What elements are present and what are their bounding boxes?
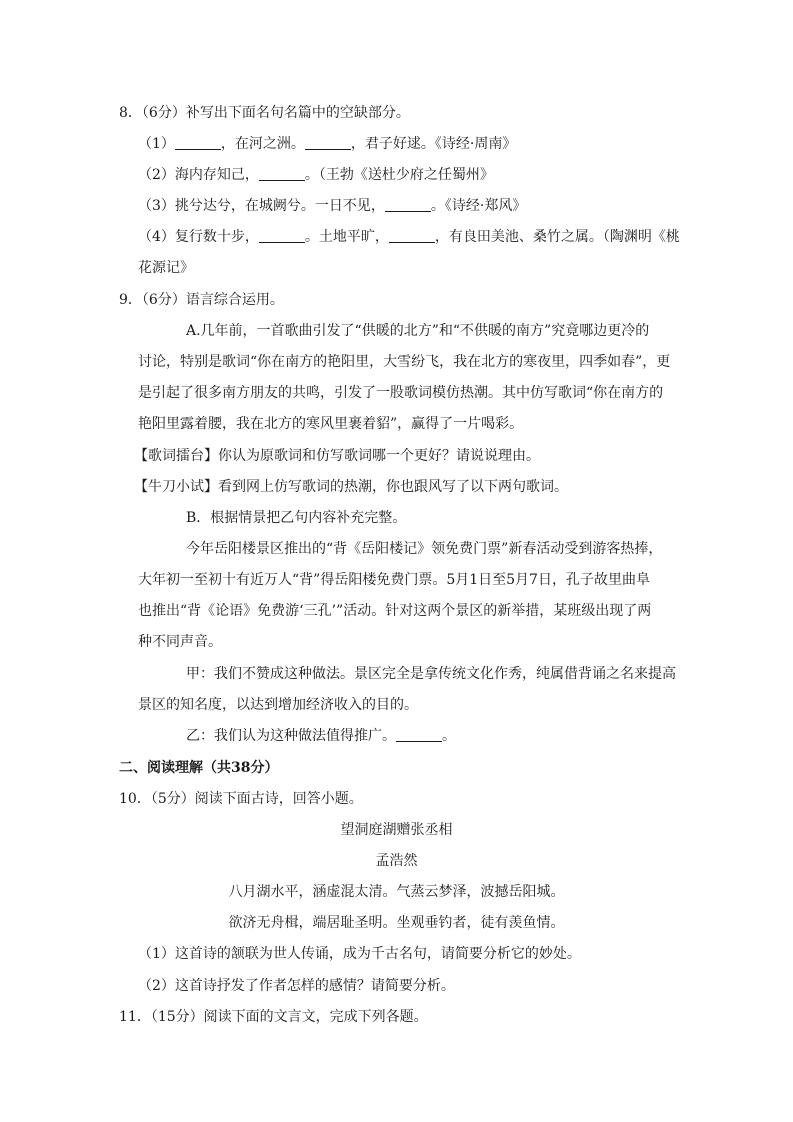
q9-b-line: 也推出“背《论语》免费游‘三孔’”活动。针对这两个景区的新举措，某班级出现了两: [138, 603, 652, 619]
q9-b-title: B．根据情景把乙句内容补充完整。: [186, 510, 407, 526]
q9-a-line: A.几年前，一首歌曲引发了“供暖的北方”和“不供暖的南方”究竟哪边更冷的: [186, 323, 650, 339]
q9-stem: 9．（6分）语言综合运用。: [119, 292, 284, 308]
answer-blank: [259, 228, 305, 243]
answer-blank: [259, 166, 305, 181]
section-heading: 二、阅读理解（共38分）: [119, 760, 279, 776]
q9-jia-line: 甲：我们不赞成这种做法。景区完全是拿传统文化作秀，纯属借背诵之名来提高: [186, 666, 676, 682]
q8-item-2: （2）海内存知己， 。（王勃《送杜少府之任蜀州》: [138, 167, 494, 183]
q10-sub-question: （1）这首诗的颔联为世人传诵，成为千古名句，请简要分析它的妙处。: [138, 946, 581, 962]
poem-line: 八月湖水平，涵虚混太清。气蒸云梦泽，波撼岳阳城。: [228, 884, 565, 900]
q9-jia-line: 景区的知名度，以达到增加经济收入的目的。: [138, 697, 418, 713]
poem-author: 孟浩然: [375, 853, 418, 869]
answer-blank: [175, 135, 221, 150]
q9-lyrics-arena: 【歌词擂台】你认为原歌词和仿写歌词哪一个更好？请说说理由。: [134, 448, 540, 464]
q8-item-3: （3）挑兮达兮，在城阙兮。一日不见， 。《诗经·郑风》: [138, 198, 527, 214]
q9-a-line: 艳阳里露着腰，我在北方的寒风里裹着貂”，赢得了一片喝彩。: [138, 416, 524, 432]
q9-b-line: 种不同声音。: [138, 634, 222, 650]
answer-blank: [385, 197, 431, 212]
q9-a-line: 讨论，特别是歌词“你在南方的艳阳里，大雪纷飞，我在北方的寒夜里，四季如春”，更: [138, 354, 671, 370]
q8-item-4: （4）复行数十步， 。土地平旷， ，有良田美池、桑竹之属。（陶渊明《桃: [138, 229, 680, 245]
q9-a-line: 是引起了很多南方朋友的共鸣，引发了一股歌词模仿热潮。其中仿写歌词“你在南方的: [138, 385, 664, 401]
q8-item-1: （1） ，在河之洲。 ，君子好逑。《诗经·周南》: [138, 136, 517, 152]
poem-title: 望洞庭湖赠张丞相: [340, 822, 453, 838]
q10-stem: 10．（5分）阅读下面古诗，回答小题。: [119, 791, 363, 807]
q11-stem: 11．（15分）阅读下面的文言文，完成下列各题。: [119, 1009, 428, 1025]
answer-blank: [305, 135, 351, 150]
q9-yi-line: 乙：我们认为这种做法值得推广。 。: [186, 728, 456, 744]
q9-b-line: 今年岳阳楼景区推出的“背《岳阳楼记》领免费门票”新春活动受到游客热捧，: [186, 541, 663, 557]
poem-line: 欲济无舟楫，端居耻圣明。坐观垂钓者，徒有羡鱼情。: [228, 915, 565, 931]
q9-b-line: 大年初一至初十有近万人“背”得岳阳楼免费门票。5月1日至5月7日，孔子故里曲阜: [138, 572, 650, 588]
answer-blank: [396, 727, 442, 742]
answer-blank: [389, 228, 435, 243]
q9-trial: 【牛刀小试】看到网上仿写歌词的热潮，你也跟风写了以下两句歌词。: [134, 479, 568, 495]
q8-item-4-continued: 花源记》: [138, 260, 194, 276]
q10-sub-question: （2）这首诗抒发了作者怎样的感情？请简要分析。: [138, 978, 455, 994]
q8-stem: 8．（6分）补写出下面名句名篇中的空缺部分。: [119, 105, 410, 121]
